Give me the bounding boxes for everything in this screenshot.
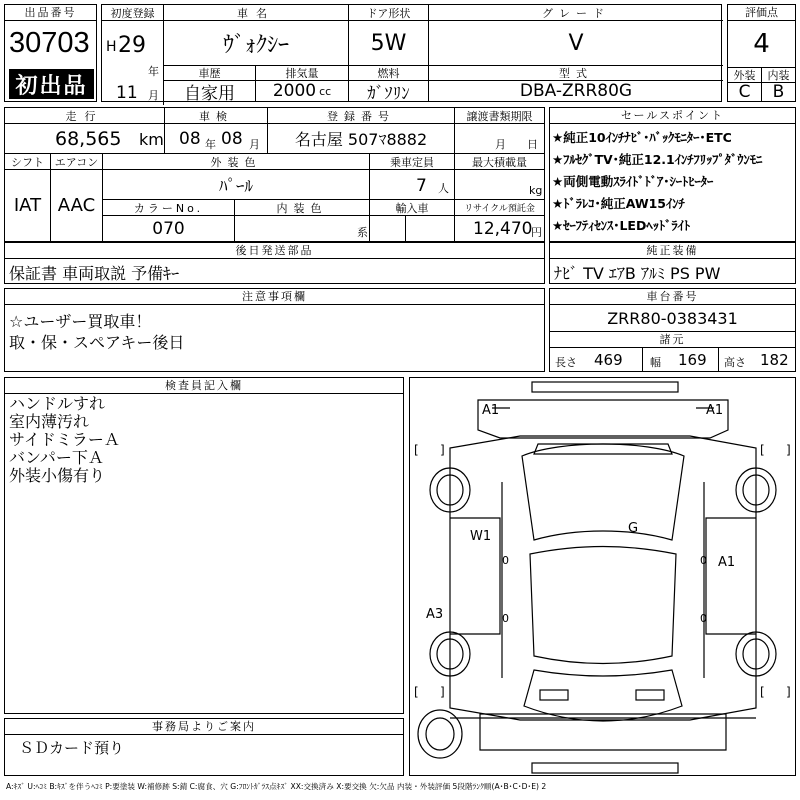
max-load-cell (455, 170, 544, 200)
bracket-right-open: [ (760, 443, 765, 457)
inspection-month-unit: 月 (249, 138, 260, 151)
history-label: 車歴 (164, 65, 256, 81)
inspection-year-unit: 年 (205, 138, 216, 151)
mark-front-right: A1 (706, 403, 724, 418)
transfer-deadline-cell (455, 124, 544, 154)
chassis-value: ZRR80-0383431 (607, 308, 738, 328)
sales-point-item: ★純正10ｲﾝﾁﾅﾋﾞ･ﾊﾞｯｸﾓﾆﾀｰ･ETC (552, 130, 732, 145)
car-diagram-svg (410, 378, 797, 777)
registration-year-unit: 年 (148, 65, 159, 78)
history-value: 自家用 (164, 81, 256, 101)
dims-label: 諸元 (550, 331, 795, 348)
shift-label: シフト (5, 154, 51, 170)
score-label: 評価点 (728, 5, 795, 21)
office-label: 事務局よりご案内 (5, 719, 403, 735)
fuel-value: ｶﾞｿﾘﾝ (349, 81, 429, 101)
recycle-unit: 円 (531, 226, 542, 239)
office-block (4, 718, 404, 776)
dims-divider (642, 348, 643, 371)
import-cell (370, 216, 455, 241)
dims-divider (718, 348, 719, 371)
interior-color-label: 内装色 (235, 200, 370, 216)
vehicle-info-block (4, 107, 545, 242)
inspector-line: バンパー下Ａ (9, 448, 104, 467)
inspector-label: 検査員記入欄 (5, 378, 403, 394)
inspector-lines (9, 395, 120, 485)
doors-label: ドア形状 (349, 5, 429, 21)
sales-points-list (552, 127, 762, 237)
inspector-line: 外装小傷有り (9, 466, 106, 485)
legend-text: A:ｷｽﾞ U:ﾍｺﾐ B:ｷｽﾞを伴うﾍｺﾐ P:要塗装 W:補修跡 S:錆 C:腐食、穴 G:ﾌﾛﾝﾄｶﾞﾗｽ点ｷｽﾞ XX:交換済み X:要交換 欠:欠品 内装・外装評価 5段階ﾗﾝｸ順(A･B･C･D･E) 2 (6, 782, 547, 791)
first-listing-badge: 初出品 (9, 69, 94, 99)
inspector-line: 室内薄汚れ (9, 412, 90, 431)
mark-left-door: W1 (470, 529, 492, 544)
car-name-value: ｳﾞｫｸｼｰ (164, 21, 349, 65)
sales-point-item: ★ﾄﾞﾗﾚｺ･純正AW15ｲﾝﾁ (552, 196, 685, 211)
score-block (727, 4, 796, 102)
zero-mark: 0 (502, 612, 509, 625)
notes-block (4, 288, 545, 372)
sales-points-block (549, 107, 796, 242)
transfer-month-unit: 月 (495, 138, 506, 151)
model-value: DBA-ZRR80G (519, 81, 633, 101)
interior-color-cell (235, 216, 370, 241)
zero-mark: 0 (700, 612, 707, 625)
length-value: 469 (594, 351, 623, 369)
exterior-grade-value: C (728, 83, 762, 101)
inspector-line: ハンドルすれ (9, 394, 106, 413)
mileage-value: 68,565 (55, 128, 122, 150)
registration-era: H (106, 39, 117, 55)
dims-row (550, 348, 795, 371)
color-no-label: カラーNo. (103, 200, 235, 216)
plate-value: 名古屋 507ﾏ8882 (268, 124, 455, 154)
score-value: 4 (753, 29, 770, 59)
capacity-unit: 人 (438, 182, 449, 195)
inspection-month: 08 (221, 129, 243, 149)
chassis-block (549, 288, 796, 372)
notes-label: 注意事項欄 (5, 289, 544, 305)
registration-label: 初度登録 (102, 5, 164, 21)
interior-color-unit: 系 (357, 226, 368, 239)
later-parts-label: 後日発送部品 (5, 243, 544, 259)
inspection-cell (165, 124, 268, 154)
inspection-year: 08 (179, 129, 201, 149)
mark-roof: G (628, 521, 639, 536)
height-value: 182 (760, 351, 789, 369)
transfer-day-unit: 日 (527, 138, 538, 151)
capacity-cell (370, 170, 455, 200)
lot-label: 出品番号 (5, 5, 96, 21)
later-parts-value: 保証書 車両取説 予備ｷｰ (9, 264, 180, 283)
bracket-left-open: [ (414, 685, 419, 699)
registration-month: 11 (116, 83, 138, 103)
import-divider (405, 216, 406, 241)
bracket-left-close: ] (440, 443, 445, 457)
bracket-left-open: [ (414, 443, 419, 457)
transfer-deadline-label: 譲渡書類期限 (455, 108, 544, 124)
registration-year: 29 (118, 33, 146, 58)
sales-point-item: ★ﾌﾙｾｸﾞTV･純正12.1ｲﾝﾁﾌﾘｯﾌﾟﾀﾞｳﾝﾓﾆ (552, 152, 763, 167)
recycle-label: リサイクル預託金 (455, 200, 544, 216)
exterior-color-value: ﾊﾟｰﾙ (103, 170, 370, 200)
height-label: 高さ (724, 356, 746, 369)
mileage-unit: km (139, 130, 164, 149)
office-value: ＳＤカード預り (19, 739, 125, 757)
notes-lines (9, 311, 184, 353)
sales-point-item: ★ｾｰﾌﾃｨｾﾝｽ･LEDﾍｯﾄﾞﾗｲﾄ (552, 218, 691, 233)
bracket-right-close: ] (786, 685, 791, 699)
recycle-cell (455, 216, 544, 241)
lot-number: 30703 (9, 27, 90, 59)
bracket-right-close: ] (786, 443, 791, 457)
doors-value: 5W (349, 21, 429, 65)
mileage-label: 走行 (5, 108, 165, 124)
sales-point-item: ★両側電動ｽﾗｲﾄﾞﾄﾞｱ･ｼｰﾄﾋｰﾀｰ (552, 174, 714, 189)
aircon-value: AAC (51, 170, 103, 241)
max-load-unit: kg (529, 184, 543, 197)
import-label: 輸入車 (370, 200, 455, 216)
chassis-label: 車台番号 (550, 289, 795, 305)
shift-value: IAT (5, 170, 51, 241)
displacement-label: 排気量 (256, 65, 349, 81)
sales-points-label: セールスポイント (550, 108, 795, 124)
plate-label: 登録番号 (268, 108, 455, 124)
interior-grade-label: 内装 (762, 67, 795, 83)
grade-value: V (568, 30, 584, 56)
width-label: 幅 (650, 356, 661, 369)
mileage-cell (5, 124, 165, 154)
model-label: 型式 (429, 65, 723, 81)
inspector-block (4, 377, 404, 714)
displacement-value: 2000 (272, 81, 317, 101)
capacity-label: 乗車定員 (370, 154, 455, 170)
notes-line: 取・保・スペアキー後日 (9, 333, 185, 352)
registration-cell (102, 21, 164, 105)
exterior-color-label: 外装色 (103, 154, 370, 170)
equipment-value: ﾅﾋﾞ TV ｴｱB ｱﾙﾐ PS PW (554, 264, 721, 283)
capacity-value: 7 (416, 176, 427, 196)
mark-front-left: A1 (482, 403, 500, 418)
later-parts-block (4, 242, 545, 284)
car-name-label: 車名 (164, 5, 349, 21)
recycle-value: 12,470 (473, 219, 533, 239)
bracket-left-close: ] (440, 685, 445, 699)
exterior-grade-label: 外装 (728, 67, 762, 83)
equipment-label: 純正装備 (550, 243, 795, 259)
displacement-unit: cc (319, 84, 332, 98)
equipment-block (549, 242, 796, 284)
zero-mark: 0 (700, 554, 707, 567)
notes-line: ☆ユーザー買取車！ (9, 312, 152, 331)
zero-mark: 0 (502, 554, 509, 567)
width-value: 169 (678, 351, 707, 369)
mark-left-rear: A3 (426, 607, 444, 622)
aircon-label: エアコン (51, 154, 103, 170)
registration-month-unit: 月 (148, 89, 159, 102)
inspection-label: 車検 (165, 108, 268, 124)
mark-right-side: A1 (718, 555, 736, 570)
displacement-cell (256, 81, 349, 101)
car-diagram (409, 377, 796, 776)
interior-grade-value: B (772, 82, 785, 102)
inspector-line: サイドミラーＡ (9, 430, 120, 449)
lot-block (4, 4, 97, 102)
bracket-right-open: [ (760, 685, 765, 699)
color-no-value: 070 (103, 216, 235, 241)
grade-label: グレード (429, 5, 723, 21)
header-block (101, 4, 722, 102)
fuel-label: 燃料 (349, 65, 429, 81)
length-label: 長さ (555, 356, 577, 369)
max-load-label: 最大積載量 (455, 154, 544, 170)
